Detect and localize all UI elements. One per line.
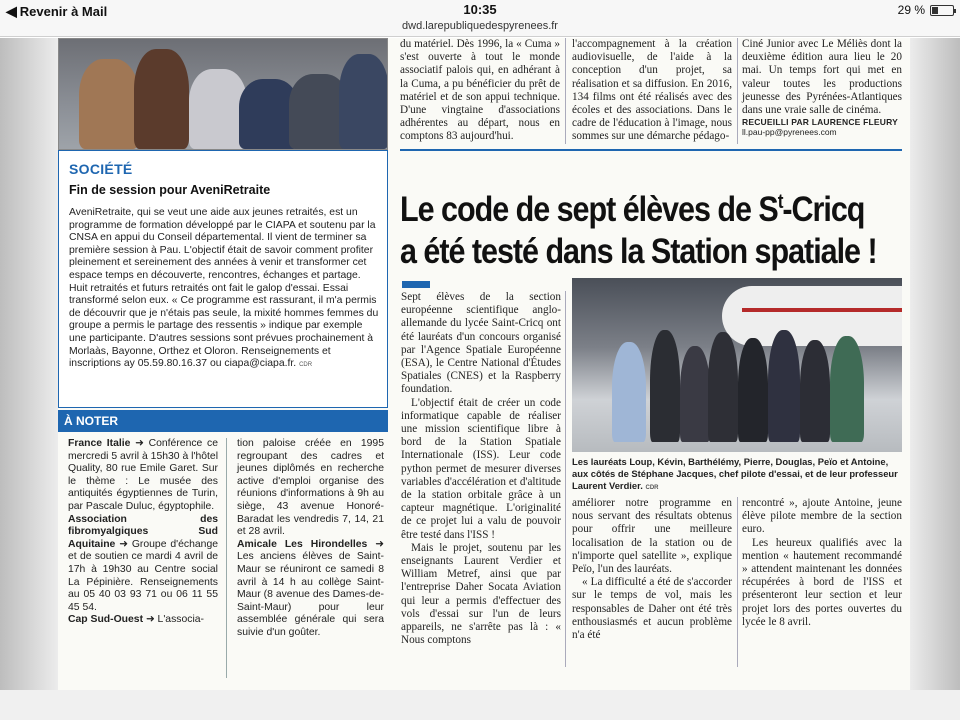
notice-text: ➜ Groupe d'échange et de soutien ce mardi 4 avril de 17h à 19h30 au Centre social La Pépinière. Renseignements au 05 40 03 93 71 ou 06 11 55 45 54. bbox=[68, 538, 218, 613]
notice-item bbox=[237, 539, 384, 640]
brief-title: Fin de session pour AveniRetraite bbox=[69, 183, 271, 197]
column-3-text: Ciné Junior avec Le Méliès dont la deuxième édition aura lieu le 20 mai. Un temps fort qui met en valeur toutes les productions jeunesse des Pyrénées-Atlantiques dans une vraie salle de cinéma. bbox=[742, 38, 902, 117]
airplane-stripe bbox=[742, 308, 902, 312]
a-noter-column-2 bbox=[237, 438, 384, 640]
caption-text: Les lauréats Loup, Kévin, Barthélémy, Pierre, Douglas, Peïo et Antoine, aux côtés de Stéphane Jacques, chef pilote d'essai, et de leur professeur Laurent Verdier. bbox=[572, 456, 898, 491]
article-paragraph: « La difficulté a été de s'accorder sur le temps de vol, mais les responsables de Daher ont été très enthousiasmés et aucun problème n'a été bbox=[572, 576, 732, 642]
status-bar bbox=[0, 0, 960, 37]
section-label: SOCIÉTÉ bbox=[69, 161, 133, 177]
previous-article-column-3 bbox=[742, 38, 902, 137]
a-noter-label: À NOTER bbox=[64, 414, 118, 428]
column-divider bbox=[737, 497, 738, 667]
article-headline bbox=[400, 181, 877, 272]
notice-text: ➜ Les anciens élèves de Saint-Maur se réuniront ce samedi 8 avril à 14 h au collège Saint-Maur (8 avenue des Dames-de-Saint-Maur) pour leur assemblée générale qui sera suivie d'un goûter. bbox=[237, 538, 384, 638]
societe-box bbox=[58, 150, 388, 408]
airplane-shape bbox=[722, 286, 902, 346]
author-signature: RECUEILLI PAR LAURENCE FLEURY bbox=[742, 117, 898, 128]
column-divider bbox=[226, 438, 227, 678]
battery-icon bbox=[930, 5, 954, 16]
headline-text: -Cricq bbox=[782, 188, 865, 229]
headline-line-2: a été testé dans la Station spatiale ! bbox=[400, 230, 877, 271]
article-column-3 bbox=[742, 497, 902, 629]
students-plane-photo bbox=[572, 278, 902, 452]
notice-text: ➜ L'associa- bbox=[143, 614, 204, 626]
lead-paragraph: L'objectif était de créer un code informatique capable de réaliser une mission scientifique libre à bord de la Station Spatiale Internationale (ISS). Leur code python permet de mesurer diverses variables d'accélération et d'altitude de la station orbitale grâce à un capteur magnétique. L'originalité de ce projet lui a valu de pouvoir être testé dans l'ISS ! bbox=[401, 396, 561, 541]
notice-item bbox=[68, 438, 218, 514]
notice-item bbox=[68, 514, 218, 615]
a-noter-header bbox=[58, 410, 388, 432]
back-label: Revenir à Mail bbox=[19, 4, 108, 19]
scan-margin-bottom bbox=[0, 690, 960, 720]
section-rule bbox=[400, 149, 902, 151]
caption-credit: CDR bbox=[645, 485, 659, 491]
lead-paragraph: Sept élèves de la section européenne scientifique anglo-allemande du lycée Saint-Cricq ont été lauréats d'un concours organisé par l'Agence Spatiale Européenne (ESA), le Centre National d'Études Spatiales (CNES) et la Raspberry foundation. bbox=[401, 291, 561, 396]
column-divider bbox=[737, 38, 738, 144]
article-column-2 bbox=[572, 497, 732, 642]
column-divider bbox=[565, 291, 566, 667]
battery-level bbox=[932, 7, 938, 14]
notice-name: France Italie bbox=[68, 438, 131, 449]
newspaper-page[interactable] bbox=[0, 38, 960, 720]
article-paragraph: améliorer notre programme en nous servant des résultats obtenus pour offrir une meilleure localisation de la station ou de n'importe quel satellite », explique Peïo, l'un des lauréats. bbox=[572, 497, 732, 576]
battery-status bbox=[898, 3, 954, 17]
headline-superscript: t bbox=[777, 191, 783, 213]
retirees-group-photo bbox=[58, 38, 388, 150]
headline-text: Le code de sept élèves de S bbox=[400, 188, 778, 229]
notice-name: Association des fibromyalgiques Sud Aquitaine bbox=[68, 513, 218, 550]
photo-credit: CDR bbox=[299, 362, 313, 369]
chevron-left-icon: ◀ bbox=[6, 3, 17, 19]
notice-name: Amicale Les Hirondelles bbox=[237, 538, 368, 550]
photo-caption bbox=[572, 456, 905, 494]
url-bar[interactable]: dwd.larepubliquedespyrenees.fr bbox=[402, 20, 558, 32]
lead-paragraph: Mais le projet, soutenu par les enseignants Laurent Verdier et William Metref, ainsi que par l'entreprise Daher Socata Aviation qui leur a permis d'effectuer des vols d'essai sur l'un de leurs appareils, ne s'arrête pas là : « Nous comptons bbox=[401, 541, 561, 647]
previous-article-column-2: l'accompagnement à la création audiovisuelle, de l'aide à la conception d'un projet, sa réalisation et sa diffusion. En 2016, 134 films ont été réalisés avec des écoles et des associations. Dans le cadre de l'éducation à l'image, nous sommes sur une démarche pédago- bbox=[572, 38, 732, 142]
notice-continuation: tion paloise créée en 1995 regroupant des cadres et jeunes diplômés en recherche active d'emploi organise des réunions d'informations à 9h au siège, 43 avenue Honoré-Baradat les vendredis 7, 14, 21 et 28 avril. bbox=[237, 438, 384, 538]
clock: 10:35 bbox=[463, 2, 497, 17]
article-paragraph: Les heureux qualifiés avec la mention « hautement recommandé » attendent maintenant les données récupérées à bord de l'ISS et présenteront leur section et leur projet lors des portes ouvertes du lycée le 8 avril. bbox=[742, 536, 902, 628]
article-lead-column bbox=[401, 291, 561, 647]
previous-article-column-1: du matériel. Dès 1996, la « Cuma » s'est ouverte à tout le monde associatif palois qui, en adhérant à la Cuma, a pu bénéficier du prêt de matériel et de son appui technique. D'une vingtaine d'associations adhérentes au départ, nous en comptons 83 aujourd'hui. bbox=[400, 38, 560, 142]
notice-item bbox=[68, 614, 218, 627]
lead-marker bbox=[402, 281, 430, 288]
brief-text bbox=[69, 207, 381, 372]
notice-name: Cap Sud-Ouest bbox=[68, 614, 144, 626]
notice-text: ➜ Conférence ce mercredi 5 avril à 15h30 à l'hôtel Quality, 80 rue Emile Garet. Sur le thème : Le musée des antiquités égyptiennes de Turin, par Pascale Duluc, égyptophile. bbox=[68, 438, 219, 512]
battery-percent: 29 % bbox=[897, 3, 925, 17]
headline-line-1 bbox=[400, 181, 865, 230]
article-paragraph: rencontré », ajoute Antoine, jeune élève pilote membre de la section euro. bbox=[742, 497, 902, 536]
a-noter-column-1 bbox=[68, 438, 218, 627]
scan-margin-right bbox=[910, 38, 960, 720]
scan-margin-left bbox=[0, 38, 58, 720]
column-divider bbox=[565, 38, 566, 144]
author-email[interactable]: ll.pau-pp@pyrenees.com bbox=[742, 127, 837, 138]
brief-body: AveniRetraite, qui se veut une aide aux jeunes retraités, est un programme de formation développé par le CIAPA et soutenu par la CNSA en appui du Conseil départemental. Il vient de terminer sa première session à Pau. L'objectif était de savoir comment profiter pleinement et sereinement des années à venir et transformer cet espace temps en découverte, rencontres, échanges et partage. Huit retraités et futurs retraités ont fait le galop d'essai. Essai transformé selon eux. « Ce programme est rassurant, il m'a permis de découvrir que je n'étais pas seule, la mixité hommes femmes du groupe a permis le partage des ressentis » indique par exemple une participante. D'autres sessions sont prévues prochainement à Morlaàs, Bayonne, Orthez et Oloron. Renseignements et inscriptions ay 05.59.80.16.37 ou ciapa@ciapa.fr. bbox=[69, 207, 379, 370]
